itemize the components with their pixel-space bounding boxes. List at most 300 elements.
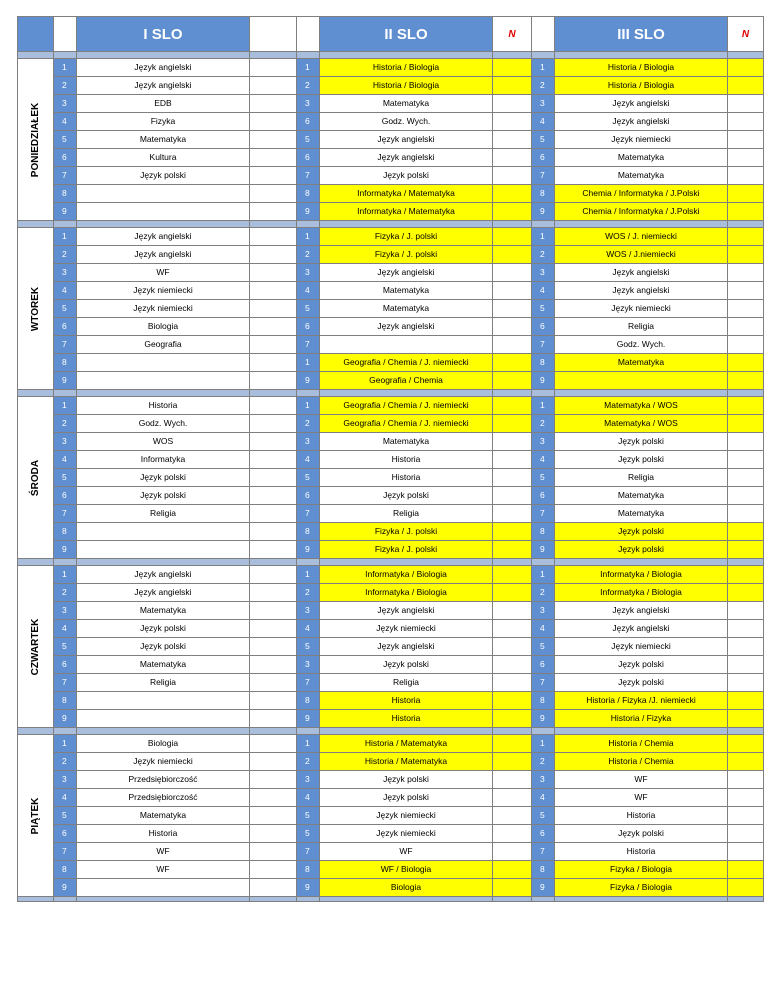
class-2-lesson-number: 6 — [297, 149, 320, 167]
class-2-subject: Informatyka / Biologia — [320, 566, 493, 584]
separator-cell — [77, 897, 250, 902]
class-3-n-cell — [728, 753, 764, 771]
separator-cell — [54, 897, 77, 902]
class-2-subject: Religia — [320, 674, 493, 692]
lesson-row — [18, 354, 764, 372]
header-row — [18, 17, 764, 52]
class-2-subject: Historia / Matematyka — [320, 735, 493, 753]
class-2-lesson-number: 2 — [297, 77, 320, 95]
class-3-n-cell — [728, 336, 764, 354]
class-2-lesson-number: 8 — [297, 523, 320, 541]
gap-cell — [250, 710, 297, 728]
class-2-lesson-number: 7 — [297, 674, 320, 692]
class-1-lesson-number: 2 — [54, 415, 77, 433]
gap-cell — [250, 879, 297, 897]
class-2-lesson-number: 3 — [297, 433, 320, 451]
separator-cell — [250, 728, 297, 735]
class-3-subject: WF — [555, 771, 728, 789]
class-3-lesson-number: 2 — [532, 415, 555, 433]
gap-cell — [250, 843, 297, 861]
class-2-n-marker: N — [493, 17, 532, 52]
class-1-lesson-number: 4 — [54, 789, 77, 807]
class-2-subject: Historia / Matematyka — [320, 753, 493, 771]
class-2-lesson-number: 4 — [297, 451, 320, 469]
class-2-subject: Geografia / Chemia — [320, 372, 493, 390]
class-1-lesson-number: 5 — [54, 300, 77, 318]
class-2-n-cell — [493, 354, 532, 372]
class-2-n-cell — [493, 505, 532, 523]
class-3-lesson-number: 1 — [532, 228, 555, 246]
class-1-lesson-number: 7 — [54, 505, 77, 523]
gap-cell — [250, 602, 297, 620]
header-blank-cell — [250, 17, 297, 52]
class-3-n-cell — [728, 203, 764, 221]
class-3-subject: Informatyka / Biologia — [555, 566, 728, 584]
class-3-n-cell — [728, 246, 764, 264]
class-3-n-cell — [728, 487, 764, 505]
separator-cell — [297, 559, 320, 566]
lesson-row — [18, 203, 764, 221]
separator-cell — [532, 52, 555, 59]
class-2-lesson-number: 9 — [297, 710, 320, 728]
separator-cell — [297, 897, 320, 902]
class-3-n-cell — [728, 113, 764, 131]
separator-cell — [18, 897, 54, 902]
lesson-row — [18, 318, 764, 336]
class-2-n-cell — [493, 541, 532, 559]
class-1-header: I SLO — [77, 17, 250, 52]
class-2-n-cell — [493, 771, 532, 789]
class-1-subject: Język polski — [77, 638, 250, 656]
lesson-row — [18, 451, 764, 469]
class-3-lesson-number: 9 — [532, 541, 555, 559]
class-2-n-cell — [493, 620, 532, 638]
separator-cell — [250, 559, 297, 566]
lesson-row — [18, 566, 764, 584]
separator-cell — [77, 559, 250, 566]
class-1-lesson-number: 8 — [54, 185, 77, 203]
class-3-n-cell — [728, 397, 764, 415]
gap-cell — [250, 735, 297, 753]
gap-cell — [250, 566, 297, 584]
lesson-row — [18, 282, 764, 300]
class-2-lesson-number: 3 — [297, 264, 320, 282]
class-3-n-cell — [728, 264, 764, 282]
class-2-lesson-number: 7 — [297, 167, 320, 185]
class-1-subject — [77, 185, 250, 203]
separator-cell — [250, 390, 297, 397]
class-1-subject: Język polski — [77, 487, 250, 505]
gap-cell — [250, 246, 297, 264]
class-3-n-cell — [728, 541, 764, 559]
class-3-n-cell — [728, 656, 764, 674]
separator-cell — [493, 221, 532, 228]
class-3-subject: Chemia / Informatyka / J.Polski — [555, 185, 728, 203]
class-2-n-cell — [493, 584, 532, 602]
class-3-subject: Język angielski — [555, 282, 728, 300]
class-2-lesson-number: 1 — [297, 735, 320, 753]
class-2-n-cell — [493, 602, 532, 620]
gap-cell — [250, 451, 297, 469]
separator-cell — [320, 897, 493, 902]
class-3-subject: WF — [555, 789, 728, 807]
class-3-n-cell — [728, 879, 764, 897]
class-3-n-cell — [728, 825, 764, 843]
gap-cell — [250, 77, 297, 95]
class-2-header: II SLO — [320, 17, 493, 52]
separator-cell — [250, 897, 297, 902]
separator-cell — [77, 221, 250, 228]
lesson-row — [18, 638, 764, 656]
class-3-subject: Historia / Fizyka /J. niemiecki — [555, 692, 728, 710]
class-2-subject: WF / Biologia — [320, 861, 493, 879]
class-1-subject: WF — [77, 264, 250, 282]
class-1-lesson-number: 9 — [54, 541, 77, 559]
day-label-cell — [18, 397, 54, 559]
class-2-n-cell — [493, 203, 532, 221]
class-3-lesson-number: 1 — [532, 735, 555, 753]
gap-cell — [250, 807, 297, 825]
class-2-lesson-number: 7 — [297, 843, 320, 861]
class-3-subject: Historia — [555, 807, 728, 825]
class-3-subject: Historia / Biologia — [555, 59, 728, 77]
separator-cell — [54, 221, 77, 228]
gap-cell — [250, 415, 297, 433]
gap-cell — [250, 354, 297, 372]
day-label: PIĄTEK — [29, 797, 41, 834]
class-3-lesson-number: 8 — [532, 185, 555, 203]
class-2-lesson-number: 8 — [297, 861, 320, 879]
lesson-row — [18, 264, 764, 282]
lesson-row — [18, 246, 764, 264]
class-2-n-cell — [493, 735, 532, 753]
class-1-subject: Język angielski — [77, 59, 250, 77]
class-3-lesson-number: 6 — [532, 487, 555, 505]
class-3-subject: Religia — [555, 469, 728, 487]
lesson-row — [18, 879, 764, 897]
gap-cell — [250, 264, 297, 282]
separator-cell — [18, 390, 54, 397]
lesson-row — [18, 753, 764, 771]
lesson-row — [18, 59, 764, 77]
class-2-subject: Religia — [320, 505, 493, 523]
class-1-subject: Informatyka — [77, 451, 250, 469]
class-2-n-cell — [493, 843, 532, 861]
class-3-subject: Chemia / Informatyka / J.Polski — [555, 203, 728, 221]
gap-cell — [250, 300, 297, 318]
class-3-lesson-number: 6 — [532, 656, 555, 674]
lesson-row — [18, 735, 764, 753]
header-blank-cell — [54, 17, 77, 52]
class-1-subject: WF — [77, 861, 250, 879]
class-3-subject: Matematyka / WOS — [555, 397, 728, 415]
class-3-lesson-number: 7 — [532, 505, 555, 523]
gap-cell — [250, 203, 297, 221]
class-3-subject: Język angielski — [555, 602, 728, 620]
class-2-lesson-number: 9 — [297, 541, 320, 559]
separator-cell — [77, 728, 250, 735]
class-1-lesson-number: 3 — [54, 602, 77, 620]
class-2-n-cell — [493, 523, 532, 541]
class-1-subject: Fizyka — [77, 113, 250, 131]
lesson-row — [18, 113, 764, 131]
separator-cell — [54, 390, 77, 397]
class-1-subject: Przedsiębiorczość — [77, 789, 250, 807]
lesson-row — [18, 228, 764, 246]
class-2-n-cell — [493, 469, 532, 487]
class-3-n-cell — [728, 185, 764, 203]
class-2-subject: Fizyka / J. polski — [320, 228, 493, 246]
class-2-subject: Geografia / Chemia / J. niemiecki — [320, 415, 493, 433]
separator-cell — [555, 390, 728, 397]
class-2-n-cell — [493, 131, 532, 149]
class-1-subject: Język polski — [77, 167, 250, 185]
class-3-subject: WOS / J. niemiecki — [555, 228, 728, 246]
class-2-lesson-number: 6 — [297, 318, 320, 336]
class-3-subject: Historia / Chemia — [555, 753, 728, 771]
class-2-lesson-number: 1 — [297, 354, 320, 372]
class-2-n-cell — [493, 59, 532, 77]
class-3-n-cell — [728, 228, 764, 246]
class-1-lesson-number: 2 — [54, 77, 77, 95]
class-1-subject: Język angielski — [77, 246, 250, 264]
class-3-lesson-number: 5 — [532, 131, 555, 149]
lesson-row — [18, 397, 764, 415]
class-3-subject: Język polski — [555, 674, 728, 692]
separator-cell — [250, 52, 297, 59]
class-3-lesson-number: 8 — [532, 354, 555, 372]
class-1-lesson-number: 6 — [54, 149, 77, 167]
class-2-lesson-number: 3 — [297, 95, 320, 113]
class-2-lesson-number: 1 — [297, 397, 320, 415]
class-2-lesson-number: 5 — [297, 469, 320, 487]
class-3-subject: Język polski — [555, 451, 728, 469]
class-3-n-cell — [728, 566, 764, 584]
class-2-subject: Język niemiecki — [320, 807, 493, 825]
class-3-lesson-number: 3 — [532, 771, 555, 789]
day-label: WTOREK — [29, 286, 41, 331]
lesson-row — [18, 807, 764, 825]
class-3-subject: Historia / Chemia — [555, 735, 728, 753]
class-3-subject: Fizyka / Biologia — [555, 879, 728, 897]
class-2-n-cell — [493, 149, 532, 167]
separator-cell — [532, 390, 555, 397]
class-2-n-cell — [493, 300, 532, 318]
class-3-subject: Język niemiecki — [555, 300, 728, 318]
day-label-cell — [18, 59, 54, 221]
class-1-lesson-number: 7 — [54, 674, 77, 692]
class-1-subject: WOS — [77, 433, 250, 451]
class-1-subject: Biologia — [77, 735, 250, 753]
class-2-n-cell — [493, 861, 532, 879]
class-2-subject: Język angielski — [320, 131, 493, 149]
class-2-n-cell — [493, 264, 532, 282]
class-2-n-cell — [493, 825, 532, 843]
class-3-subject: Język polski — [555, 656, 728, 674]
class-3-subject: Historia / Biologia — [555, 77, 728, 95]
separator-cell — [728, 390, 764, 397]
class-2-n-cell — [493, 113, 532, 131]
class-2-subject: Język polski — [320, 771, 493, 789]
lesson-row — [18, 185, 764, 203]
class-3-subject: Informatyka / Biologia — [555, 584, 728, 602]
lesson-row — [18, 584, 764, 602]
class-2-n-cell — [493, 433, 532, 451]
separator-cell — [555, 52, 728, 59]
class-2-subject: Informatyka / Matematyka — [320, 185, 493, 203]
class-1-subject — [77, 541, 250, 559]
class-1-subject: Matematyka — [77, 807, 250, 825]
class-2-subject: Fizyka / J. polski — [320, 541, 493, 559]
separator-cell — [728, 52, 764, 59]
class-2-lesson-number: 2 — [297, 415, 320, 433]
class-1-subject: Język polski — [77, 469, 250, 487]
class-3-subject: Matematyka — [555, 149, 728, 167]
class-3-lesson-number: 7 — [532, 167, 555, 185]
class-3-n-cell — [728, 843, 764, 861]
class-1-subject — [77, 372, 250, 390]
class-1-lesson-number: 3 — [54, 264, 77, 282]
class-2-lesson-number: 9 — [297, 203, 320, 221]
class-3-lesson-number: 2 — [532, 246, 555, 264]
class-1-subject: Język angielski — [77, 584, 250, 602]
class-1-subject: Język angielski — [77, 228, 250, 246]
class-2-lesson-number: 1 — [297, 59, 320, 77]
lesson-row — [18, 674, 764, 692]
class-2-subject: Historia / Biologia — [320, 59, 493, 77]
class-2-lesson-number: 6 — [297, 113, 320, 131]
class-2-lesson-number: 5 — [297, 638, 320, 656]
class-1-subject — [77, 523, 250, 541]
class-1-subject: Kultura — [77, 149, 250, 167]
class-2-subject: Fizyka / J. polski — [320, 246, 493, 264]
class-2-lesson-number: 7 — [297, 505, 320, 523]
class-3-n-cell — [728, 523, 764, 541]
class-2-n-cell — [493, 282, 532, 300]
class-3-n-cell — [728, 584, 764, 602]
class-2-lesson-number: 4 — [297, 789, 320, 807]
class-3-subject: Język angielski — [555, 95, 728, 113]
class-2-subject: Historia — [320, 710, 493, 728]
gap-cell — [250, 282, 297, 300]
class-2-n-cell — [493, 336, 532, 354]
gap-cell — [250, 397, 297, 415]
class-1-lesson-number: 4 — [54, 113, 77, 131]
day-label: PONIEDZIAŁEK — [29, 102, 41, 177]
class-3-subject: Matematyka — [555, 167, 728, 185]
class-2-lesson-number: 3 — [297, 602, 320, 620]
day-separator — [18, 728, 764, 735]
class-1-lesson-number: 3 — [54, 771, 77, 789]
class-3-subject: Fizyka / Biologia — [555, 861, 728, 879]
class-1-lesson-number: 8 — [54, 523, 77, 541]
class-3-subject: Język polski — [555, 825, 728, 843]
lesson-row — [18, 300, 764, 318]
class-3-lesson-number: 8 — [532, 692, 555, 710]
class-2-subject: Język polski — [320, 167, 493, 185]
class-1-lesson-number: 4 — [54, 620, 77, 638]
separator-cell — [728, 559, 764, 566]
class-1-subject — [77, 692, 250, 710]
lesson-row — [18, 843, 764, 861]
class-1-subject: Religia — [77, 505, 250, 523]
gap-cell — [250, 771, 297, 789]
class-1-subject: Biologia — [77, 318, 250, 336]
class-3-subject: Matematyka — [555, 505, 728, 523]
class-3-lesson-number: 3 — [532, 433, 555, 451]
day-separator — [18, 52, 764, 59]
class-2-n-cell — [493, 77, 532, 95]
class-3-n-cell — [728, 469, 764, 487]
lesson-row — [18, 523, 764, 541]
class-3-n-cell — [728, 771, 764, 789]
class-1-subject: Matematyka — [77, 131, 250, 149]
separator-cell — [18, 728, 54, 735]
class-2-n-cell — [493, 487, 532, 505]
class-1-lesson-number: 9 — [54, 710, 77, 728]
class-1-lesson-number: 8 — [54, 861, 77, 879]
class-2-n-cell — [493, 807, 532, 825]
gap-cell — [250, 149, 297, 167]
class-2-lesson-number: 3 — [297, 771, 320, 789]
class-2-subject: Fizyka / J. polski — [320, 523, 493, 541]
separator-cell — [297, 728, 320, 735]
class-2-n-cell — [493, 789, 532, 807]
separator-cell — [728, 897, 764, 902]
class-1-subject: Język niemiecki — [77, 753, 250, 771]
class-3-lesson-number: 1 — [532, 397, 555, 415]
class-2-subject: Informatyka / Matematyka — [320, 203, 493, 221]
class-3-n-cell — [728, 131, 764, 149]
class-2-n-cell — [493, 566, 532, 584]
class-1-lesson-number: 8 — [54, 354, 77, 372]
class-3-lesson-number: 7 — [532, 336, 555, 354]
class-1-lesson-number: 7 — [54, 167, 77, 185]
class-2-n-cell — [493, 692, 532, 710]
class-1-lesson-number: 3 — [54, 95, 77, 113]
class-1-lesson-number: 9 — [54, 372, 77, 390]
separator-cell — [320, 728, 493, 735]
class-1-subject — [77, 354, 250, 372]
class-1-subject: Język angielski — [77, 566, 250, 584]
class-1-lesson-number: 1 — [54, 59, 77, 77]
gap-cell — [250, 656, 297, 674]
gap-cell — [250, 825, 297, 843]
class-1-subject: Historia — [77, 397, 250, 415]
gap-cell — [250, 674, 297, 692]
header-blank-cell — [297, 17, 320, 52]
day-label: ŚRODA — [29, 459, 41, 496]
class-2-subject: Geografia / Chemia / J. niemiecki — [320, 354, 493, 372]
class-3-lesson-number: 6 — [532, 318, 555, 336]
class-2-lesson-number: 4 — [297, 620, 320, 638]
class-3-n-cell — [728, 77, 764, 95]
class-3-n-cell — [728, 861, 764, 879]
class-1-lesson-number: 5 — [54, 638, 77, 656]
separator-cell — [493, 728, 532, 735]
lesson-row — [18, 789, 764, 807]
separator-cell — [297, 390, 320, 397]
class-2-lesson-number: 5 — [297, 807, 320, 825]
class-2-subject: Matematyka — [320, 300, 493, 318]
class-1-lesson-number: 3 — [54, 433, 77, 451]
class-2-lesson-number: 2 — [297, 246, 320, 264]
class-2-subject: Historia — [320, 451, 493, 469]
class-2-n-cell — [493, 415, 532, 433]
lesson-row — [18, 415, 764, 433]
class-1-lesson-number: 1 — [54, 397, 77, 415]
class-1-lesson-number: 9 — [54, 879, 77, 897]
